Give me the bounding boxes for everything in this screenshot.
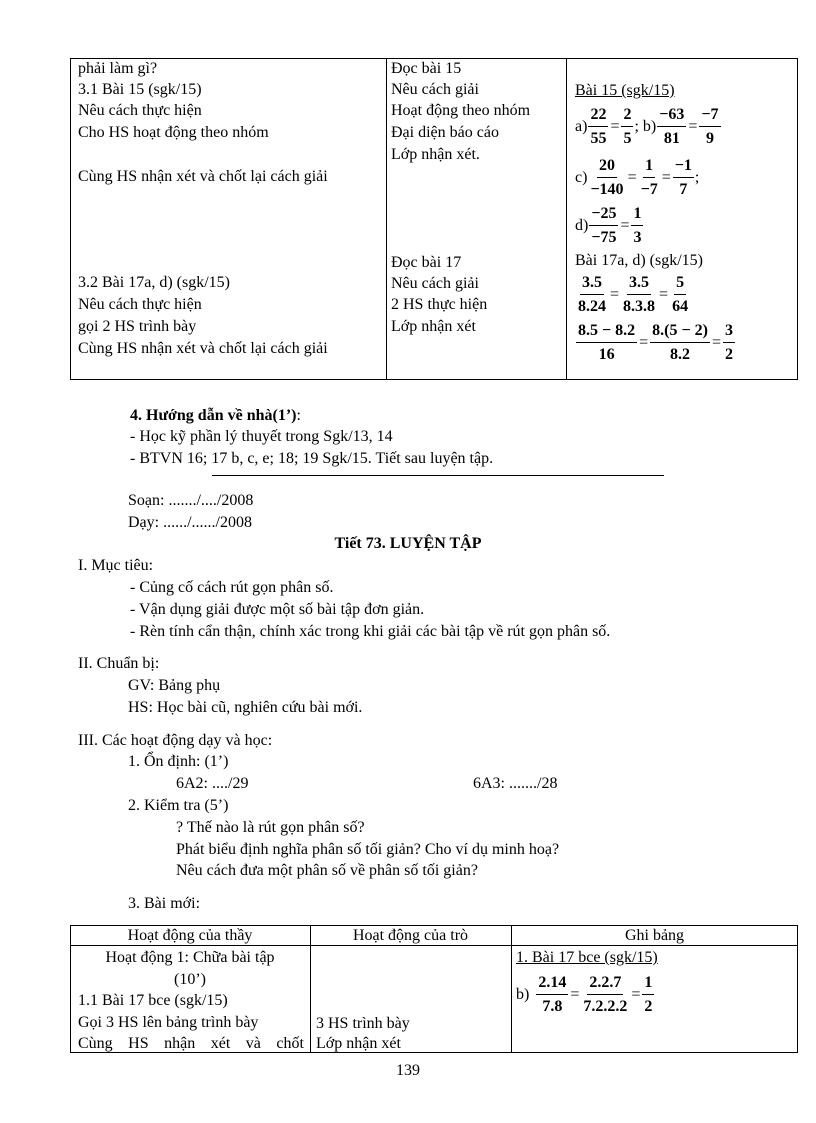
- exercise-title: Bài 15 (sgk/15): [575, 82, 675, 99]
- homework-line: - Học kỹ phần lý thuyết trong Sgk/13, 14: [130, 428, 393, 445]
- student-text: Hoạt động theo nhóm: [391, 102, 531, 119]
- label: a): [575, 117, 588, 135]
- label: b): [516, 985, 530, 1003]
- objective-item: - Vận dụng giải được một số bài tập đơn giản.: [130, 601, 425, 618]
- label: ; b): [634, 117, 657, 135]
- teacher-text: 3.1 Bài 15 (sgk/15): [78, 81, 202, 98]
- equation-17b: b) $\frac{2.14}{7.8}$ = $\frac{2.2.7}{7.2.2.2}$ = $\frac{1}{2}$: [516, 973, 653, 1015]
- column-header: Ghi bảng: [624, 927, 685, 944]
- activity-step: 1. Ổn định: (1’): [128, 753, 229, 770]
- table-divider: [386, 59, 387, 379]
- equation-c: c) $\frac{20}{-140}$ = $\frac{1}{-7}$ = $\frac{-1}{7}$ ;: [575, 156, 700, 198]
- fraction: $\frac{1}{3}$: [633, 204, 642, 246]
- fraction: $\frac{20}{-140}$: [590, 156, 624, 198]
- student-text: Đọc bài 15: [391, 60, 462, 77]
- exercise-title: Bài 17a, d) (sgk/15): [575, 252, 703, 269]
- class-attendance: 6A2: ..../29: [176, 775, 249, 792]
- teacher-text: 3.2 Bài 17a, d) (sgk/15): [78, 274, 230, 291]
- question: Nêu cách đưa một phân số về phân số tối giản?: [176, 862, 478, 879]
- label: c): [575, 168, 588, 186]
- activity-step: 2. Kiểm tra (5’): [128, 797, 229, 814]
- student-text: Đọc bài 17: [391, 254, 462, 271]
- equation-17d: $\frac{8.5 - 8.2}{16}$ = $\frac{8.(5 - 2)}{8.2}$ = $\frac{3}{2}$: [578, 321, 733, 363]
- equation-a-b: a) $\frac{22}{55}$ = $\frac{2}{5}$ ; b) $\frac{-63}{81}$ = $\frac{-7}{9}$: [575, 105, 719, 147]
- teacher-text: Gọi 3 HS lên bảng trình bày: [78, 1014, 259, 1031]
- section-heading: II. Chuẩn bị:: [78, 655, 160, 672]
- student-text: 2 HS thực hiện: [391, 296, 488, 313]
- student-text: Nêu cách giải: [391, 81, 479, 98]
- class-attendance: 6A3: ......./28: [473, 775, 558, 792]
- teacher-text: Cùng HS nhận xét và chốt lại cách giải: [78, 168, 328, 185]
- page-number: 139: [396, 1062, 420, 1079]
- fraction: $\frac{2}{5}$: [623, 105, 632, 147]
- date-soan: Soạn: ......./..../2008: [128, 492, 254, 509]
- teacher-text: Nêu cách thực hiện: [78, 296, 202, 313]
- column-header: Hoạt động của trò: [352, 927, 469, 944]
- teacher-text: Cho HS hoạt động theo nhóm: [78, 124, 269, 141]
- fraction: $\frac{8.5 - 8.2}{16}$: [578, 321, 636, 363]
- fraction: $\frac{-63}{81}$: [659, 105, 685, 147]
- teacher-text: (10’): [174, 971, 206, 988]
- fraction: $\frac{3.5}{8.3.8}$: [623, 273, 656, 315]
- fraction: $\frac{1}{2}$: [644, 973, 653, 1015]
- column-header: Hoạt động của thầy: [127, 927, 253, 944]
- fraction: $\frac{-1}{7}$: [674, 156, 692, 198]
- fraction: $\frac{3}{2}$: [724, 321, 733, 363]
- divider: [212, 475, 664, 476]
- student-text: 3 HS trình bày: [316, 1015, 410, 1032]
- fraction: $\frac{22}{55}$: [590, 105, 607, 147]
- homework-heading: 4. Hướng dẫn về nhà(1’):: [130, 407, 301, 424]
- teacher-text: gọi 2 HS trình bày: [78, 318, 197, 335]
- prep-hs: HS: Học bài cũ, nghiên cứu bài mới.: [128, 699, 363, 716]
- fraction: $\frac{2.2.7}{7.2.2.2}$: [583, 973, 628, 1015]
- teacher-text: Cùng HS nhận xét và chốt lại cách giải: [78, 340, 328, 357]
- question: Phát biểu định nghĩa phân số tối giản? Cho ví dụ minh hoạ?: [176, 841, 560, 858]
- teacher-text: Cùng HS nhận xét và chốt: [78, 1035, 304, 1052]
- student-text: Nêu cách giải: [391, 275, 479, 292]
- objective-item: - Rèn tính cẩn thận, chính xác trong khi giải các bài tập về rút gọn phân số.: [130, 623, 611, 640]
- equation-17a: $\frac{3.5}{8.24}$ = $\frac{3.5}{8.3.8}$ = $\frac{5}{64}$: [578, 273, 689, 315]
- section-heading: I. Mục tiêu:: [78, 557, 154, 574]
- table-divider: [566, 59, 567, 379]
- fraction: $\frac{-25}{-75}$: [591, 204, 617, 246]
- fraction: $\frac{2.14}{7.8}$: [538, 973, 567, 1015]
- activity-step: 3. Bài mới:: [128, 895, 201, 912]
- prep-gv: GV: Bảng phụ: [128, 677, 221, 694]
- teacher-text: phải làm gì?: [78, 60, 158, 77]
- teacher-text: 1.1 Bài 17 bce (sgk/15): [78, 992, 228, 1009]
- student-text: Đại diện báo cáo: [391, 124, 499, 141]
- equation-d: d) $\frac{-25}{-75}$ = $\frac{1}{3}$: [575, 204, 642, 246]
- teacher-text: Nêu cách thực hiện: [78, 102, 202, 119]
- student-text: Lớp nhận xét.: [391, 146, 480, 163]
- lesson-title: Tiết 73. LUYỆN TẬP: [334, 535, 482, 552]
- fraction: $\frac{8.(5 - 2)}{8.2}$: [652, 321, 708, 363]
- teacher-text: Hoạt động 1: Chữa bài tập: [105, 949, 275, 966]
- exercise-title: 1. Bài 17 bce (sgk/15): [516, 949, 658, 966]
- homework-line: - BTVN 16; 17 b, c, e; 18; 19 Sgk/15. Tiết sau luyện tập.: [130, 450, 494, 467]
- fraction: $\frac{1}{-7}$: [640, 156, 658, 198]
- question: ? Thế nào là rút gọn phân số?: [176, 819, 365, 836]
- objective-item: - Củng cố cách rút gọn phân số.: [130, 579, 334, 596]
- fraction: $\frac{-7}{9}$: [701, 105, 719, 147]
- student-text: Lớp nhận xét: [391, 318, 476, 335]
- student-text: Lớp nhận xét: [316, 1035, 401, 1052]
- date-day: Dạy: ....../....../2008: [128, 514, 252, 531]
- label: d): [575, 216, 589, 234]
- section-heading: III. Các hoạt động dạy và học:: [78, 732, 273, 749]
- fraction: $\frac{5}{64}$: [672, 273, 689, 315]
- fraction: $\frac{3.5}{8.24}$: [578, 273, 606, 315]
